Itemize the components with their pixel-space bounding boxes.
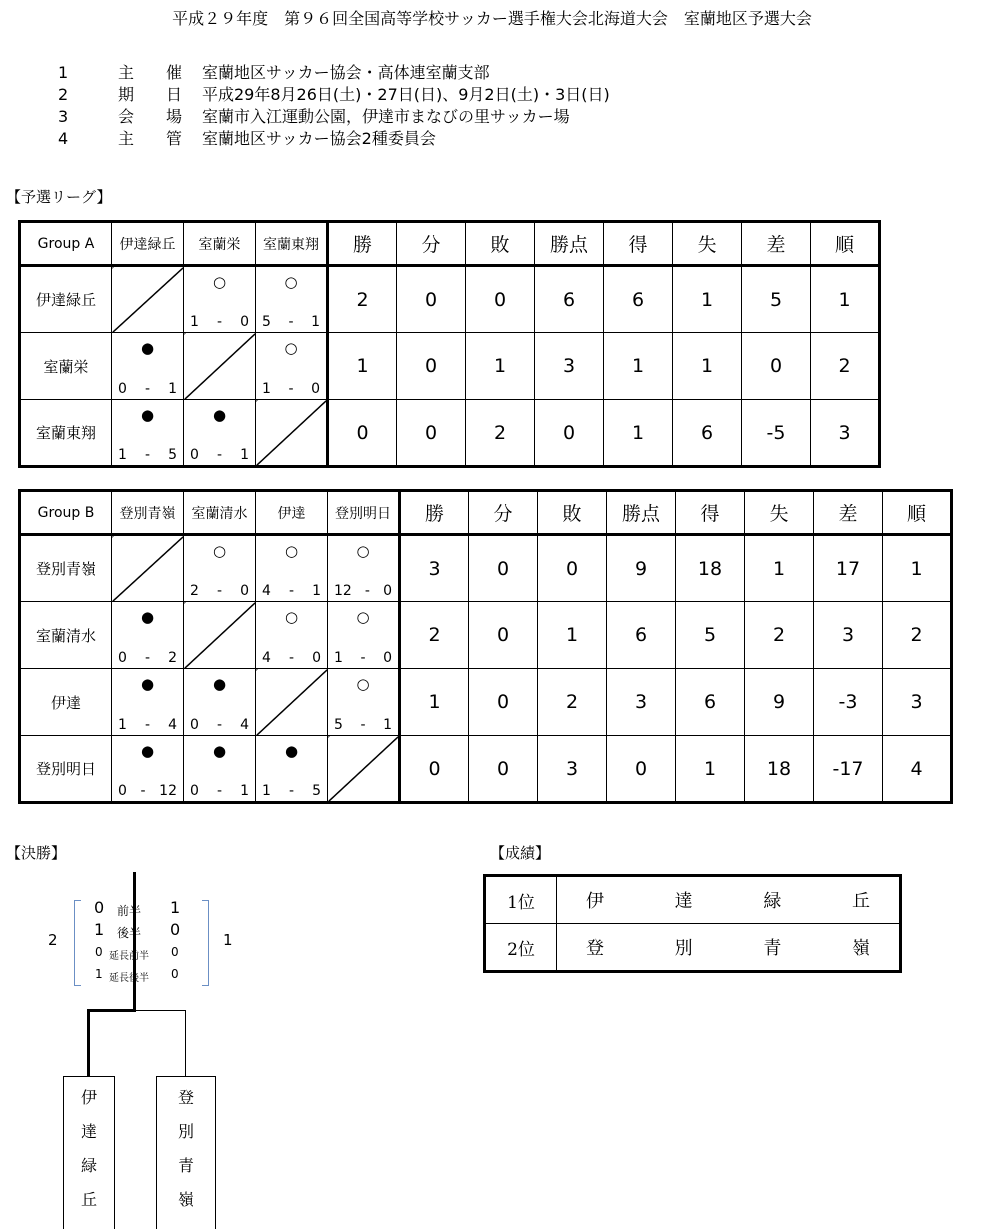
league-row [20,669,952,736]
score-for: 1 [334,650,343,666]
score-for: 4 [262,583,271,599]
league-section-label: 【予選リーグ】 [6,188,112,206]
info-key: 期 日 [118,85,183,104]
stat-value: 6 [604,266,673,333]
stat-value: 0 [397,333,466,400]
stat-value: 0 [469,736,538,803]
event-info [58,62,610,150]
win-mark-icon: ○ [284,608,299,626]
league-row [20,266,880,333]
half2-left: 1 [94,920,105,939]
score-against: 1 [312,583,321,599]
stat-value: 9 [607,535,676,602]
ext2-right: 0 [171,967,179,981]
team-row-name: 登別青嶺 [20,535,112,602]
stat-value: 0 [742,333,811,400]
stat-value: 1 [328,333,397,400]
match-score [256,583,327,599]
info-num: 4 [58,129,69,148]
stat-value: 1 [538,602,607,669]
score-for: 0 [190,717,199,733]
win-mark-icon: ○ [356,542,370,560]
match-result-cell [256,736,328,803]
team-char: 丘 [851,891,870,912]
match-score [112,717,183,733]
team-char: 緑 [80,1156,97,1175]
group-name: Group B [20,491,112,535]
score-dash: - [288,381,294,397]
score-against: 1 [311,314,320,330]
info-key: 主 催 [118,63,183,82]
stat-value: 1 [604,400,673,467]
info-value: 室蘭地区サッカー協会・高体連室蘭支部 [202,63,490,82]
score-against: 12 [159,783,177,799]
score-for: 0 [190,783,199,799]
ext1-right: 0 [171,945,179,959]
team-char: 登 [177,1088,194,1107]
stat-value: 2 [811,333,880,400]
league-row [20,400,880,467]
win-mark-icon: ○ [212,542,227,560]
score-bracket-right [202,900,209,986]
score-dash: - [288,583,295,599]
ext2-label: 延長後半 [109,973,149,984]
match-result-cell [112,333,184,400]
score-for: 1 [262,783,271,799]
half1-left: 0 [94,898,105,917]
info-value: 平成29年8月26日(土)・27日(日)、9月2日(土)・3日(日) [202,85,610,104]
score-dash: - [216,583,223,599]
results-section-label: 【成績】 [490,844,551,862]
team-char: 青 [763,938,782,959]
stat-value: 3 [814,602,883,669]
stat-value: 17 [814,535,883,602]
score-against: 5 [168,447,177,463]
stat-header: 分 [469,491,538,535]
stat-header: 敗 [466,222,535,266]
stat-value: 6 [673,400,742,467]
self-match-cell [256,669,328,736]
results-position: 1位 [485,876,557,924]
stat-header: 敗 [538,491,607,535]
match-score [328,650,398,666]
team-char: 達 [674,891,693,912]
bracket-stem [133,872,136,1012]
score-against: 0 [240,583,249,599]
loss-mark-icon: ● [140,608,155,626]
team-char: 緑 [763,891,782,912]
stat-header: 差 [814,491,883,535]
stat-value: 0 [607,736,676,803]
ext1-label: 延長前半 [109,951,149,962]
score-dash: - [360,717,366,733]
win-mark-icon: ○ [356,608,370,626]
team-char: 青 [177,1156,194,1175]
score-against: 0 [383,650,392,666]
stat-value: 18 [745,736,814,803]
match-result-cell [184,669,256,736]
win-mark-icon: ○ [284,542,299,560]
final-team-right [156,1076,216,1229]
match-score [112,447,183,463]
stat-value: 1 [604,333,673,400]
win-mark-icon: ○ [356,675,370,693]
stat-value: 1 [673,266,742,333]
team-column-header: 伊達 [256,491,328,535]
results-position: 2位 [485,924,557,972]
score-for: 2 [190,583,199,599]
match-score [328,583,398,599]
team-row-name: 室蘭栄 [20,333,112,400]
bracket-left-arm [87,1009,136,1012]
stat-value: 6 [676,669,745,736]
stat-value: 1 [676,736,745,803]
ext2-left: 1 [95,967,103,981]
stat-value: -17 [814,736,883,803]
final-left-total: 2 [48,931,58,949]
stat-header: 失 [745,491,814,535]
loss-mark-icon: ● [212,675,227,693]
loss-mark-icon: ● [212,742,227,760]
stat-value: 3 [538,736,607,803]
score-for: 0 [118,650,127,666]
score-for: 12 [334,583,352,599]
team-row-name: 室蘭清水 [20,602,112,669]
match-result-cell [112,602,184,669]
stat-value: 5 [742,266,811,333]
league-row [20,602,952,669]
stat-value: 6 [607,602,676,669]
score-dash: - [144,717,151,733]
stat-header: 勝 [400,491,469,535]
score-dash: - [288,650,295,666]
stat-value: 0 [469,669,538,736]
stat-value: 2 [745,602,814,669]
score-for: 0 [190,447,199,463]
self-match-cell [256,400,328,467]
team-row-name: 登別明日 [20,736,112,803]
score-for: 1 [190,314,199,330]
results-row-1 [485,876,901,924]
self-match-cell [112,535,184,602]
score-for: 1 [118,717,127,733]
stat-value: 3 [607,669,676,736]
team-char: 別 [674,938,693,959]
stat-value: 3 [400,535,469,602]
score-dash: - [364,583,370,599]
match-score [184,583,255,599]
team-row-name: 室蘭東翔 [20,400,112,467]
stat-header: 差 [742,222,811,266]
score-against: 1 [168,381,177,397]
team-char: 達 [80,1122,97,1141]
match-result-cell [184,400,256,467]
info-row-venue [58,106,610,128]
score-for: 0 [118,381,127,397]
results-row-2 [485,924,901,972]
score-dash: - [144,447,151,463]
match-score [112,783,183,799]
match-score [184,717,255,733]
match-result-cell [256,602,328,669]
match-score [256,314,326,330]
group-b-table [18,489,953,804]
final-team-left [63,1076,115,1229]
league-row [20,736,952,803]
match-result-cell [184,535,256,602]
info-key: 主 管 [118,129,183,148]
final-right-total: 1 [223,931,233,949]
stat-value: 0 [469,602,538,669]
stat-value: 18 [676,535,745,602]
stat-header: 勝点 [535,222,604,266]
stat-value: 2 [400,602,469,669]
info-row-manager [58,128,610,150]
stat-value: 0 [400,736,469,803]
match-result-cell [112,736,184,803]
bracket-right-drop [185,1010,186,1077]
score-dash: - [216,314,223,330]
info-value: 室蘭地区サッカー協会2種委員会 [202,129,436,148]
info-num: 3 [58,107,69,126]
team-char: 嶺 [177,1190,194,1209]
stat-header: 順 [811,222,880,266]
league-row [20,535,952,602]
stat-value: 1 [883,535,952,602]
self-match-cell [184,333,256,400]
results-team [557,876,901,924]
team-char: 嶺 [851,938,870,959]
team-row-name: 伊達 [20,669,112,736]
match-result-cell [256,266,328,333]
win-mark-icon: ○ [212,273,227,291]
team-char: 登 [586,938,604,959]
stat-value: 1 [745,535,814,602]
team-char: 別 [177,1122,194,1141]
score-for: 5 [262,314,271,330]
team-char: 伊 [586,891,604,912]
match-result-cell [184,266,256,333]
results-table [483,874,902,973]
stat-value: 0 [397,266,466,333]
team-column-header: 伊達緑丘 [112,222,184,266]
stat-value: 2 [328,266,397,333]
score-against: 0 [311,381,320,397]
team-row-name: 伊達緑丘 [20,266,112,333]
score-for: 5 [334,717,343,733]
score-dash: - [216,447,223,463]
score-dash: - [144,650,151,666]
stat-header: 分 [397,222,466,266]
stat-value: 0 [469,535,538,602]
stat-header: 順 [883,491,952,535]
stat-value: 1 [400,669,469,736]
team-column-header: 室蘭清水 [184,491,256,535]
score-against: 0 [312,650,321,666]
stat-value: -3 [814,669,883,736]
stat-value: 3 [883,669,952,736]
group-name: Group A [20,222,112,266]
info-num: 1 [58,63,69,82]
half1-label: 前半 [117,904,142,918]
match-score [256,650,327,666]
bracket-right-arm [135,1010,186,1011]
info-row-dates [58,84,610,106]
match-result-cell [328,602,400,669]
score-against: 1 [383,717,392,733]
score-against: 4 [240,717,249,733]
stat-value: 0 [538,535,607,602]
info-key: 会 場 [118,107,183,126]
stat-value: 0 [535,400,604,467]
match-score [112,381,183,397]
score-against: 1 [240,447,249,463]
score-dash: - [360,650,366,666]
stat-value: 1 [811,266,880,333]
stat-header: 勝点 [607,491,676,535]
stat-value: -5 [742,400,811,467]
score-for: 1 [118,447,127,463]
score-dash: - [216,783,223,799]
stat-value: 0 [328,400,397,467]
win-mark-icon: ○ [284,339,298,357]
score-against: 1 [240,783,249,799]
half1-right: 1 [170,898,181,917]
stat-value: 2 [466,400,535,467]
results-team [557,924,901,972]
loss-mark-icon: ● [284,742,299,760]
match-result-cell [328,669,400,736]
score-against: 0 [240,314,249,330]
stat-header: 失 [673,222,742,266]
win-mark-icon: ○ [284,273,298,291]
stat-value: 2 [538,669,607,736]
match-result-cell [256,333,328,400]
score-against: 2 [168,650,177,666]
self-match-cell [112,266,184,333]
stat-value: 0 [466,266,535,333]
bracket-left-drop [87,1009,90,1077]
score-for: 1 [262,381,271,397]
stat-value: 2 [883,602,952,669]
stat-value: 4 [883,736,952,803]
match-result-cell [328,535,400,602]
team-char: 丘 [80,1190,97,1209]
team-column-header: 室蘭東翔 [256,222,328,266]
stat-value: 3 [535,333,604,400]
half2-label: 後半 [117,926,142,940]
stat-value: 1 [673,333,742,400]
page-title: 平成２９年度 第９６回全国高等学校サッカー選手権大会北海道大会 室蘭地区予選大会 [172,9,812,28]
match-score [184,447,255,463]
league-header-row [20,222,880,266]
team-column-header: 室蘭栄 [184,222,256,266]
match-score [256,381,326,397]
league-header-row [20,491,952,535]
stat-value: 5 [676,602,745,669]
group-a-table [18,220,881,468]
team-column-header: 登別明日 [328,491,400,535]
self-match-cell [328,736,400,803]
half2-right: 0 [170,920,181,939]
team-column-header: 登別青嶺 [112,491,184,535]
score-dash: - [288,314,294,330]
stat-value: 3 [811,400,880,467]
loss-mark-icon: ● [140,675,155,693]
score-against: 5 [312,783,321,799]
match-score [184,314,255,330]
match-score [256,783,327,799]
stat-value: 6 [535,266,604,333]
match-score [328,717,398,733]
score-dash: - [140,783,146,799]
score-for: 4 [262,650,271,666]
score-against: 4 [168,717,177,733]
self-match-cell [184,602,256,669]
score-dash: - [288,783,295,799]
league-row [20,333,880,400]
loss-mark-icon: ● [140,339,155,357]
score-against: 0 [383,583,392,599]
info-num: 2 [58,85,69,104]
stat-value: 0 [397,400,466,467]
loss-mark-icon: ● [212,406,227,424]
score-dash: - [216,717,223,733]
final-section-label: 【決勝】 [6,844,67,862]
match-score [112,650,183,666]
team-char: 伊 [80,1088,97,1107]
match-score [184,783,255,799]
match-result-cell [112,400,184,467]
ext1-left: 0 [95,945,103,959]
score-for: 0 [118,783,127,799]
info-value: 室蘭市入江運動公園，伊達市まなびの里サッカー場 [202,107,570,126]
stat-value: 1 [466,333,535,400]
loss-mark-icon: ● [140,406,155,424]
stat-header: 勝 [328,222,397,266]
stat-header: 得 [604,222,673,266]
score-dash: - [144,381,151,397]
stat-header: 得 [676,491,745,535]
score-bracket-left [74,900,81,986]
match-result-cell [184,736,256,803]
info-row-organizer [58,62,610,84]
stat-value: 9 [745,669,814,736]
match-result-cell [256,535,328,602]
match-result-cell [112,669,184,736]
loss-mark-icon: ● [140,742,155,760]
